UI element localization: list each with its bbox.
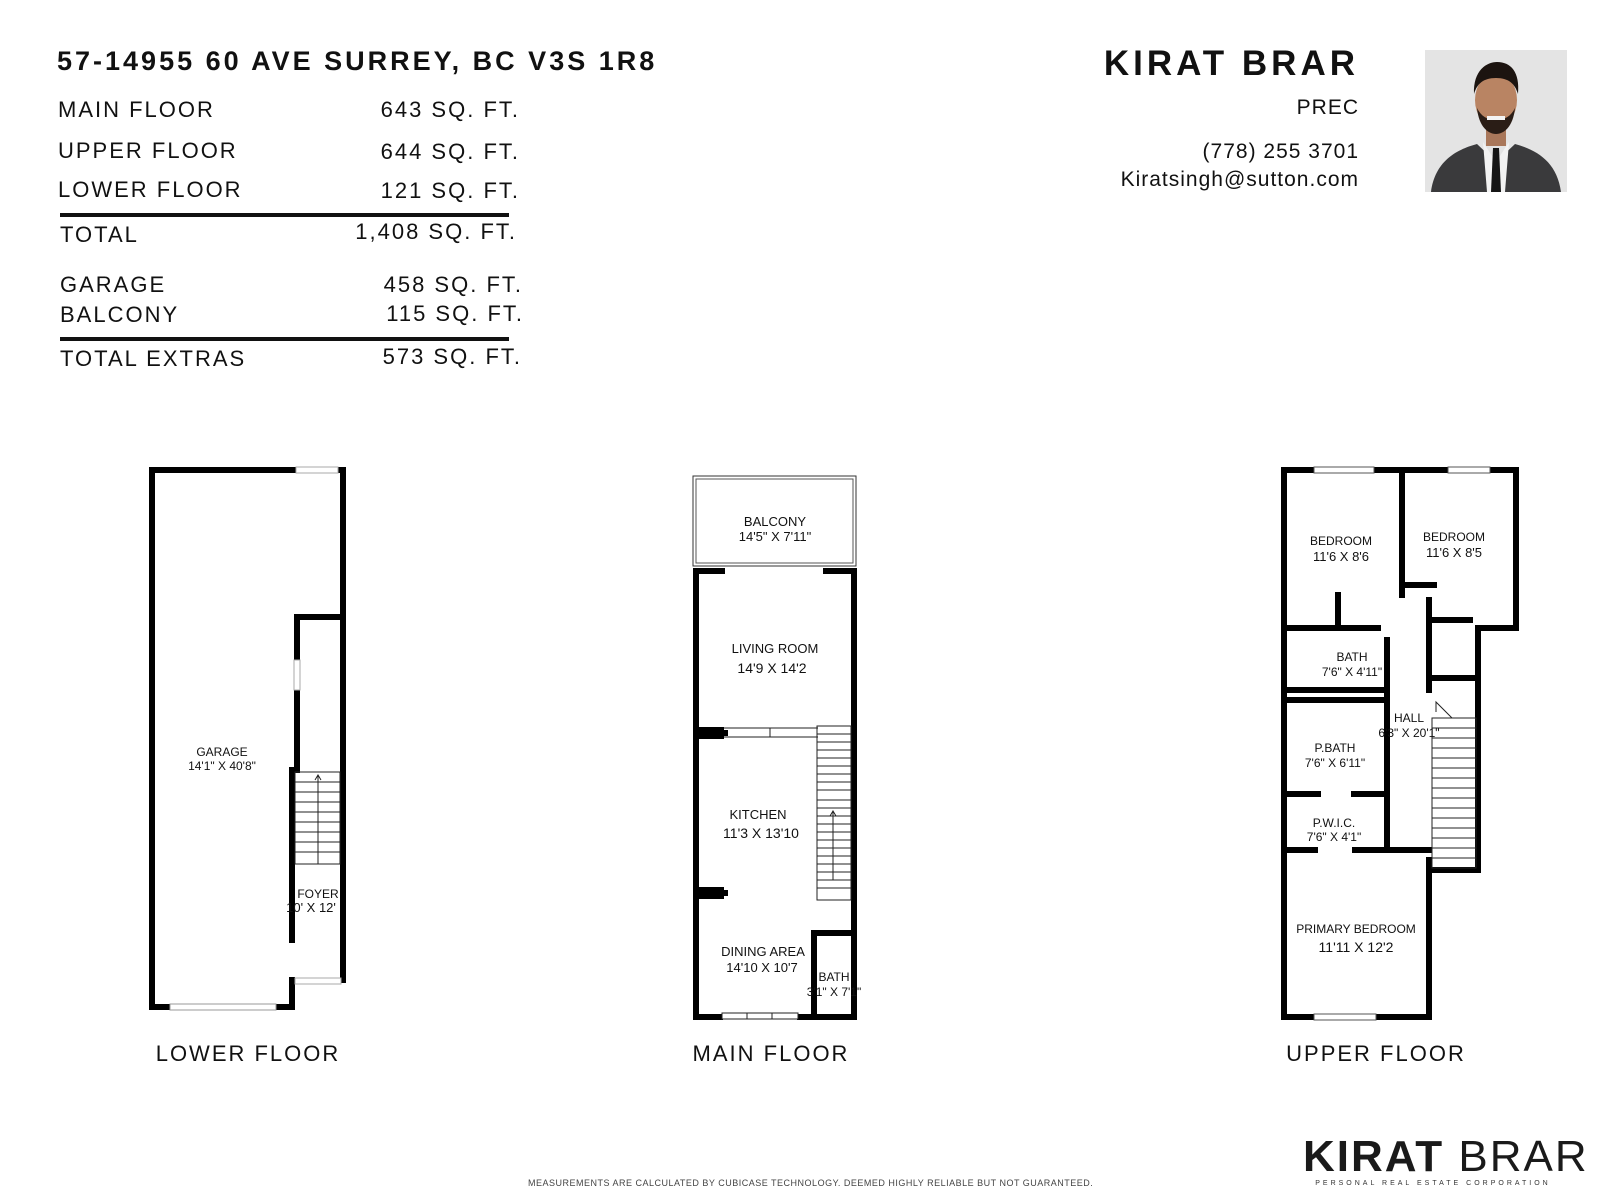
upper-floor-label: UPPER FLOOR [58,138,238,163]
living-room-name: LIVING ROOM [731,641,819,656]
bedroom-1-name: BEDROOM [1309,534,1373,548]
bedroom-1-dims: 11'6 X 8'6 [1312,549,1370,564]
primary-bedroom-dims: 11'11 X 12'2 [1318,939,1394,955]
main-floor-plan [693,476,861,1019]
total-area: 1,408 SQ. FT. [355,219,517,244]
living-room-dims: 14'9 X 14'2 [737,660,807,676]
balcony-area: 115 SQ. FT. [386,301,524,326]
property-address: 57-14955 60 AVE SURREY, BC V3S 1R8 [57,46,658,76]
agent-phone[interactable]: (778) 255 3701 [1202,140,1359,163]
upper-bath-name: BATH [1336,650,1368,664]
brand-tagline: PERSONAL REAL ESTATE CORPORATION [1315,1180,1551,1187]
garage-name: GARAGE [196,745,248,759]
dining-area-dims: 14'10 X 10'7 [726,960,798,975]
p-bath-name: P.BATH [1314,741,1356,755]
lower-floor-area: 121 SQ. FT. [380,178,520,203]
p-wic-dims: 7'6" X 4'1" [1306,830,1362,844]
balcony-name: BALCONY [743,514,807,529]
main-floor-area: 643 SQ. FT. [380,97,520,122]
total-extras-area: 573 SQ. FT. [382,344,522,369]
main-bath-dims: 3'1" X 7'1" [806,985,862,999]
agent-email[interactable]: Kiratsingh@sutton.com [1120,168,1359,191]
kitchen-dims: 11'3 X 13'10 [723,825,799,841]
balcony-dims: 14'5" X 7'11" [738,529,812,544]
p-wic-name: P.W.I.C. [1312,816,1356,830]
balcony-label: BALCONY [60,302,180,327]
foyer-name: FOYER [297,887,339,901]
hall-name: HALL [1393,711,1425,725]
main-bath-name: BATH [818,970,850,984]
garage-dims: 14'1" X 40'8" [188,759,256,773]
total-label: TOTAL [60,222,139,247]
agent-name: KIRAT BRAR [1103,44,1359,83]
primary-bedroom-name: PRIMARY BEDROOM [1296,922,1416,936]
agent-title: PREC [1296,96,1359,119]
foyer-dims: 10' X 12' [286,900,336,915]
upper-floor-title: UPPER FLOOR [1286,1041,1466,1066]
brand-logo-bold: KIRAT [1303,1132,1445,1181]
bedroom-2-name: BEDROOM [1422,530,1486,544]
kitchen-name: KITCHEN [729,807,787,822]
main-floor-label: MAIN FLOOR [58,97,215,122]
total-extras-label: TOTAL EXTRAS [60,346,247,371]
lower-stairs [295,772,340,864]
dining-area-name: DINING AREA [721,944,805,959]
main-floor-title: MAIN FLOOR [692,1041,850,1066]
upper-bath-dims: 7'6" X 4'11" [1321,665,1383,679]
measurement-disclaimer: MEASUREMENTS ARE CALCULATED BY CUBICASE TECHNOLOGY. DEEMED HIGHLY RELIABLE BUT NOT GUARANTEED. [528,1178,1094,1188]
bedroom-2-dims: 11'6 X 8'5 [1425,545,1483,560]
lower-floor-plan [152,467,343,1010]
upper-floor-plan [1284,467,1516,1020]
main-stairs [817,726,851,900]
lower-floor-title: LOWER FLOOR [155,1041,341,1066]
upper-floor-area: 644 SQ. FT. [380,139,520,164]
garage-label: GARAGE [60,272,167,297]
hall-dims: 6'3" X 20'1" [1378,726,1440,740]
brand-logo-light: BRAR [1458,1132,1589,1181]
brand-logo [1303,1132,1589,1187]
garage-area: 458 SQ. FT. [383,272,523,297]
p-bath-dims: 7'6" X 6'11" [1304,756,1366,770]
lower-floor-label: LOWER FLOOR [58,177,243,202]
